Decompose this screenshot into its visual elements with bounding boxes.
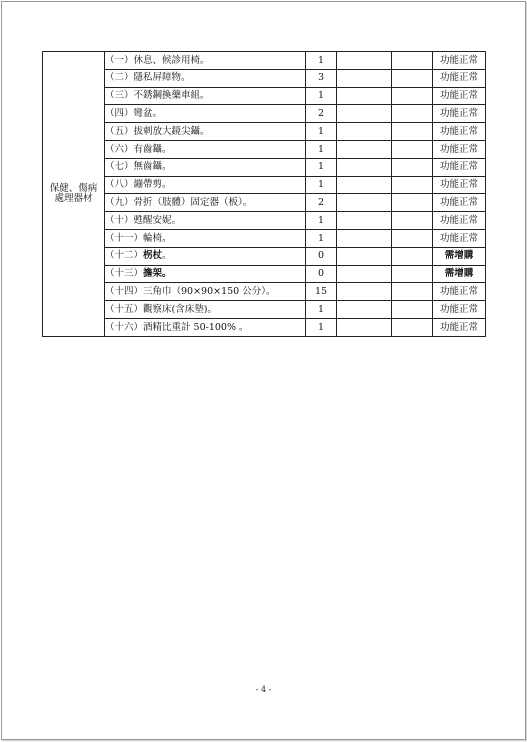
blank-cell-b <box>392 105 433 123</box>
item-name-emphasis: 柺杖 <box>143 250 163 262</box>
status-cell: 功能正常 <box>433 123 486 141</box>
quantity-cell: 1 <box>306 176 337 194</box>
blank-cell-a <box>337 247 392 265</box>
quantity-cell: 1 <box>306 212 337 230</box>
table-row <box>43 158 486 176</box>
item-name: （五）拔刺放大鏡尖鑷。 <box>105 125 210 137</box>
table-row <box>43 247 486 265</box>
quantity-cell: 1 <box>306 301 337 319</box>
status-cell: 功能正常 <box>433 194 486 212</box>
item-name-cell <box>105 212 306 230</box>
item-name-suffix: 。 <box>162 250 172 262</box>
item-name-cell <box>105 176 306 194</box>
blank-cell-b <box>392 301 433 319</box>
page-number: - 4 - <box>255 685 272 694</box>
table-row <box>43 176 486 194</box>
item-name-cell <box>105 52 306 70</box>
blank-cell-b <box>392 140 433 158</box>
blank-cell-b <box>392 176 433 194</box>
blank-cell-b <box>392 52 433 70</box>
table-row <box>43 212 486 230</box>
item-name: （十六）酒精比重計 50-100% 。 <box>105 321 249 333</box>
status-cell: 功能正常 <box>433 301 486 319</box>
blank-cell-a <box>337 69 392 87</box>
category-cell <box>43 52 105 337</box>
equipment-table-body <box>43 52 486 337</box>
item-name: （七）無齒鑷。 <box>105 161 172 173</box>
blank-cell-b <box>392 69 433 87</box>
status-cell: 功能正常 <box>433 283 486 301</box>
blank-cell-b <box>392 283 433 301</box>
status-cell: 功能正常 <box>433 176 486 194</box>
blank-cell-a <box>337 176 392 194</box>
item-name-cell <box>105 229 306 247</box>
status-cell: 功能正常 <box>433 52 486 70</box>
item-name-cell <box>105 301 306 319</box>
blank-cell-b <box>392 212 433 230</box>
quantity-cell: 15 <box>306 283 337 301</box>
status-cell: 功能正常 <box>433 229 486 247</box>
quantity-cell: 0 <box>306 265 337 283</box>
table-row <box>43 194 486 212</box>
blank-cell-a <box>337 158 392 176</box>
item-name: （八）繃帶剪。 <box>105 179 172 191</box>
table-row <box>43 87 486 105</box>
blank-cell-b <box>392 87 433 105</box>
blank-cell-b <box>392 318 433 336</box>
item-name: （十三） <box>105 268 144 280</box>
blank-cell-a <box>337 194 392 212</box>
item-name-emphasis: 擔架。 <box>143 268 172 280</box>
blank-cell-a <box>337 123 392 141</box>
blank-cell-a <box>337 52 392 70</box>
item-name-cell <box>105 140 306 158</box>
item-name-cell <box>105 194 306 212</box>
blank-cell-a <box>337 318 392 336</box>
table-row <box>43 229 486 247</box>
status-cell: 功能正常 <box>433 158 486 176</box>
status-cell: 功能正常 <box>433 105 486 123</box>
blank-cell-b <box>392 158 433 176</box>
quantity-cell: 3 <box>306 69 337 87</box>
blank-cell-b <box>392 229 433 247</box>
item-name: （四）彎盆。 <box>105 108 163 120</box>
quantity-cell: 1 <box>306 123 337 141</box>
item-name-cell <box>105 69 306 87</box>
blank-cell-a <box>337 229 392 247</box>
item-name-cell <box>105 158 306 176</box>
equipment-table <box>42 51 486 337</box>
quantity-cell: 2 <box>306 105 337 123</box>
table-row <box>43 301 486 319</box>
item-name-cell <box>105 265 306 283</box>
blank-cell-a <box>337 105 392 123</box>
quantity-cell: 0 <box>306 247 337 265</box>
blank-cell-b <box>392 123 433 141</box>
quantity-cell: 1 <box>306 318 337 336</box>
blank-cell-a <box>337 301 392 319</box>
blank-cell-b <box>392 247 433 265</box>
status-cell: 功能正常 <box>433 318 486 336</box>
item-name: （十四）三角巾（90×90×150 公分）。 <box>105 286 276 297</box>
table-row <box>43 140 486 158</box>
quantity-cell: 1 <box>306 87 337 105</box>
blank-cell-a <box>337 283 392 301</box>
item-name: （六）有齒鑷。 <box>105 143 172 155</box>
quantity-cell: 1 <box>306 140 337 158</box>
item-name-cell <box>105 87 306 105</box>
blank-cell-b <box>392 265 433 283</box>
item-name: （二）隱私屏障物。 <box>105 72 191 84</box>
table-row <box>43 283 486 301</box>
quantity-cell: 1 <box>306 52 337 70</box>
item-name: （十一）輪椅。 <box>105 232 172 244</box>
category-label-line1: 保健、傷病 <box>49 183 98 195</box>
item-name: （十二） <box>105 250 144 262</box>
status-cell: 功能正常 <box>433 212 486 230</box>
item-name: （十）甦醒安妮。 <box>105 214 182 226</box>
status-cell: 功能正常 <box>433 140 486 158</box>
blank-cell-a <box>337 87 392 105</box>
item-name: （九）骨折（肢體）固定器（板）。 <box>105 197 253 209</box>
table-row <box>43 105 486 123</box>
blank-cell-a <box>337 212 392 230</box>
status-cell: 功能正常 <box>433 87 486 105</box>
table-row <box>43 69 486 87</box>
table-row <box>43 265 486 283</box>
blank-cell-a <box>337 140 392 158</box>
table-row <box>43 318 486 336</box>
category-label-line2: 處理器材 <box>54 192 93 204</box>
blank-cell-b <box>392 194 433 212</box>
item-name-cell <box>105 318 306 336</box>
blank-cell-a <box>337 265 392 283</box>
item-name-cell <box>105 105 306 123</box>
item-name-cell <box>105 123 306 141</box>
item-name: （一）休息、候診用椅。 <box>105 54 210 66</box>
quantity-cell: 1 <box>306 229 337 247</box>
item-name: （十五）觀察床(含床墊)。 <box>105 303 217 315</box>
table-row <box>43 123 486 141</box>
status-cell: 需增購 <box>433 247 486 265</box>
quantity-cell: 1 <box>306 158 337 176</box>
item-name-cell <box>105 247 306 265</box>
status-cell: 需增購 <box>433 265 486 283</box>
item-name: （三）不銹鋼換藥車組。 <box>105 90 210 102</box>
status-cell: 功能正常 <box>433 69 486 87</box>
quantity-cell: 2 <box>306 194 337 212</box>
item-name-cell <box>105 283 306 301</box>
document-page <box>1 1 526 740</box>
table-row <box>43 52 486 70</box>
